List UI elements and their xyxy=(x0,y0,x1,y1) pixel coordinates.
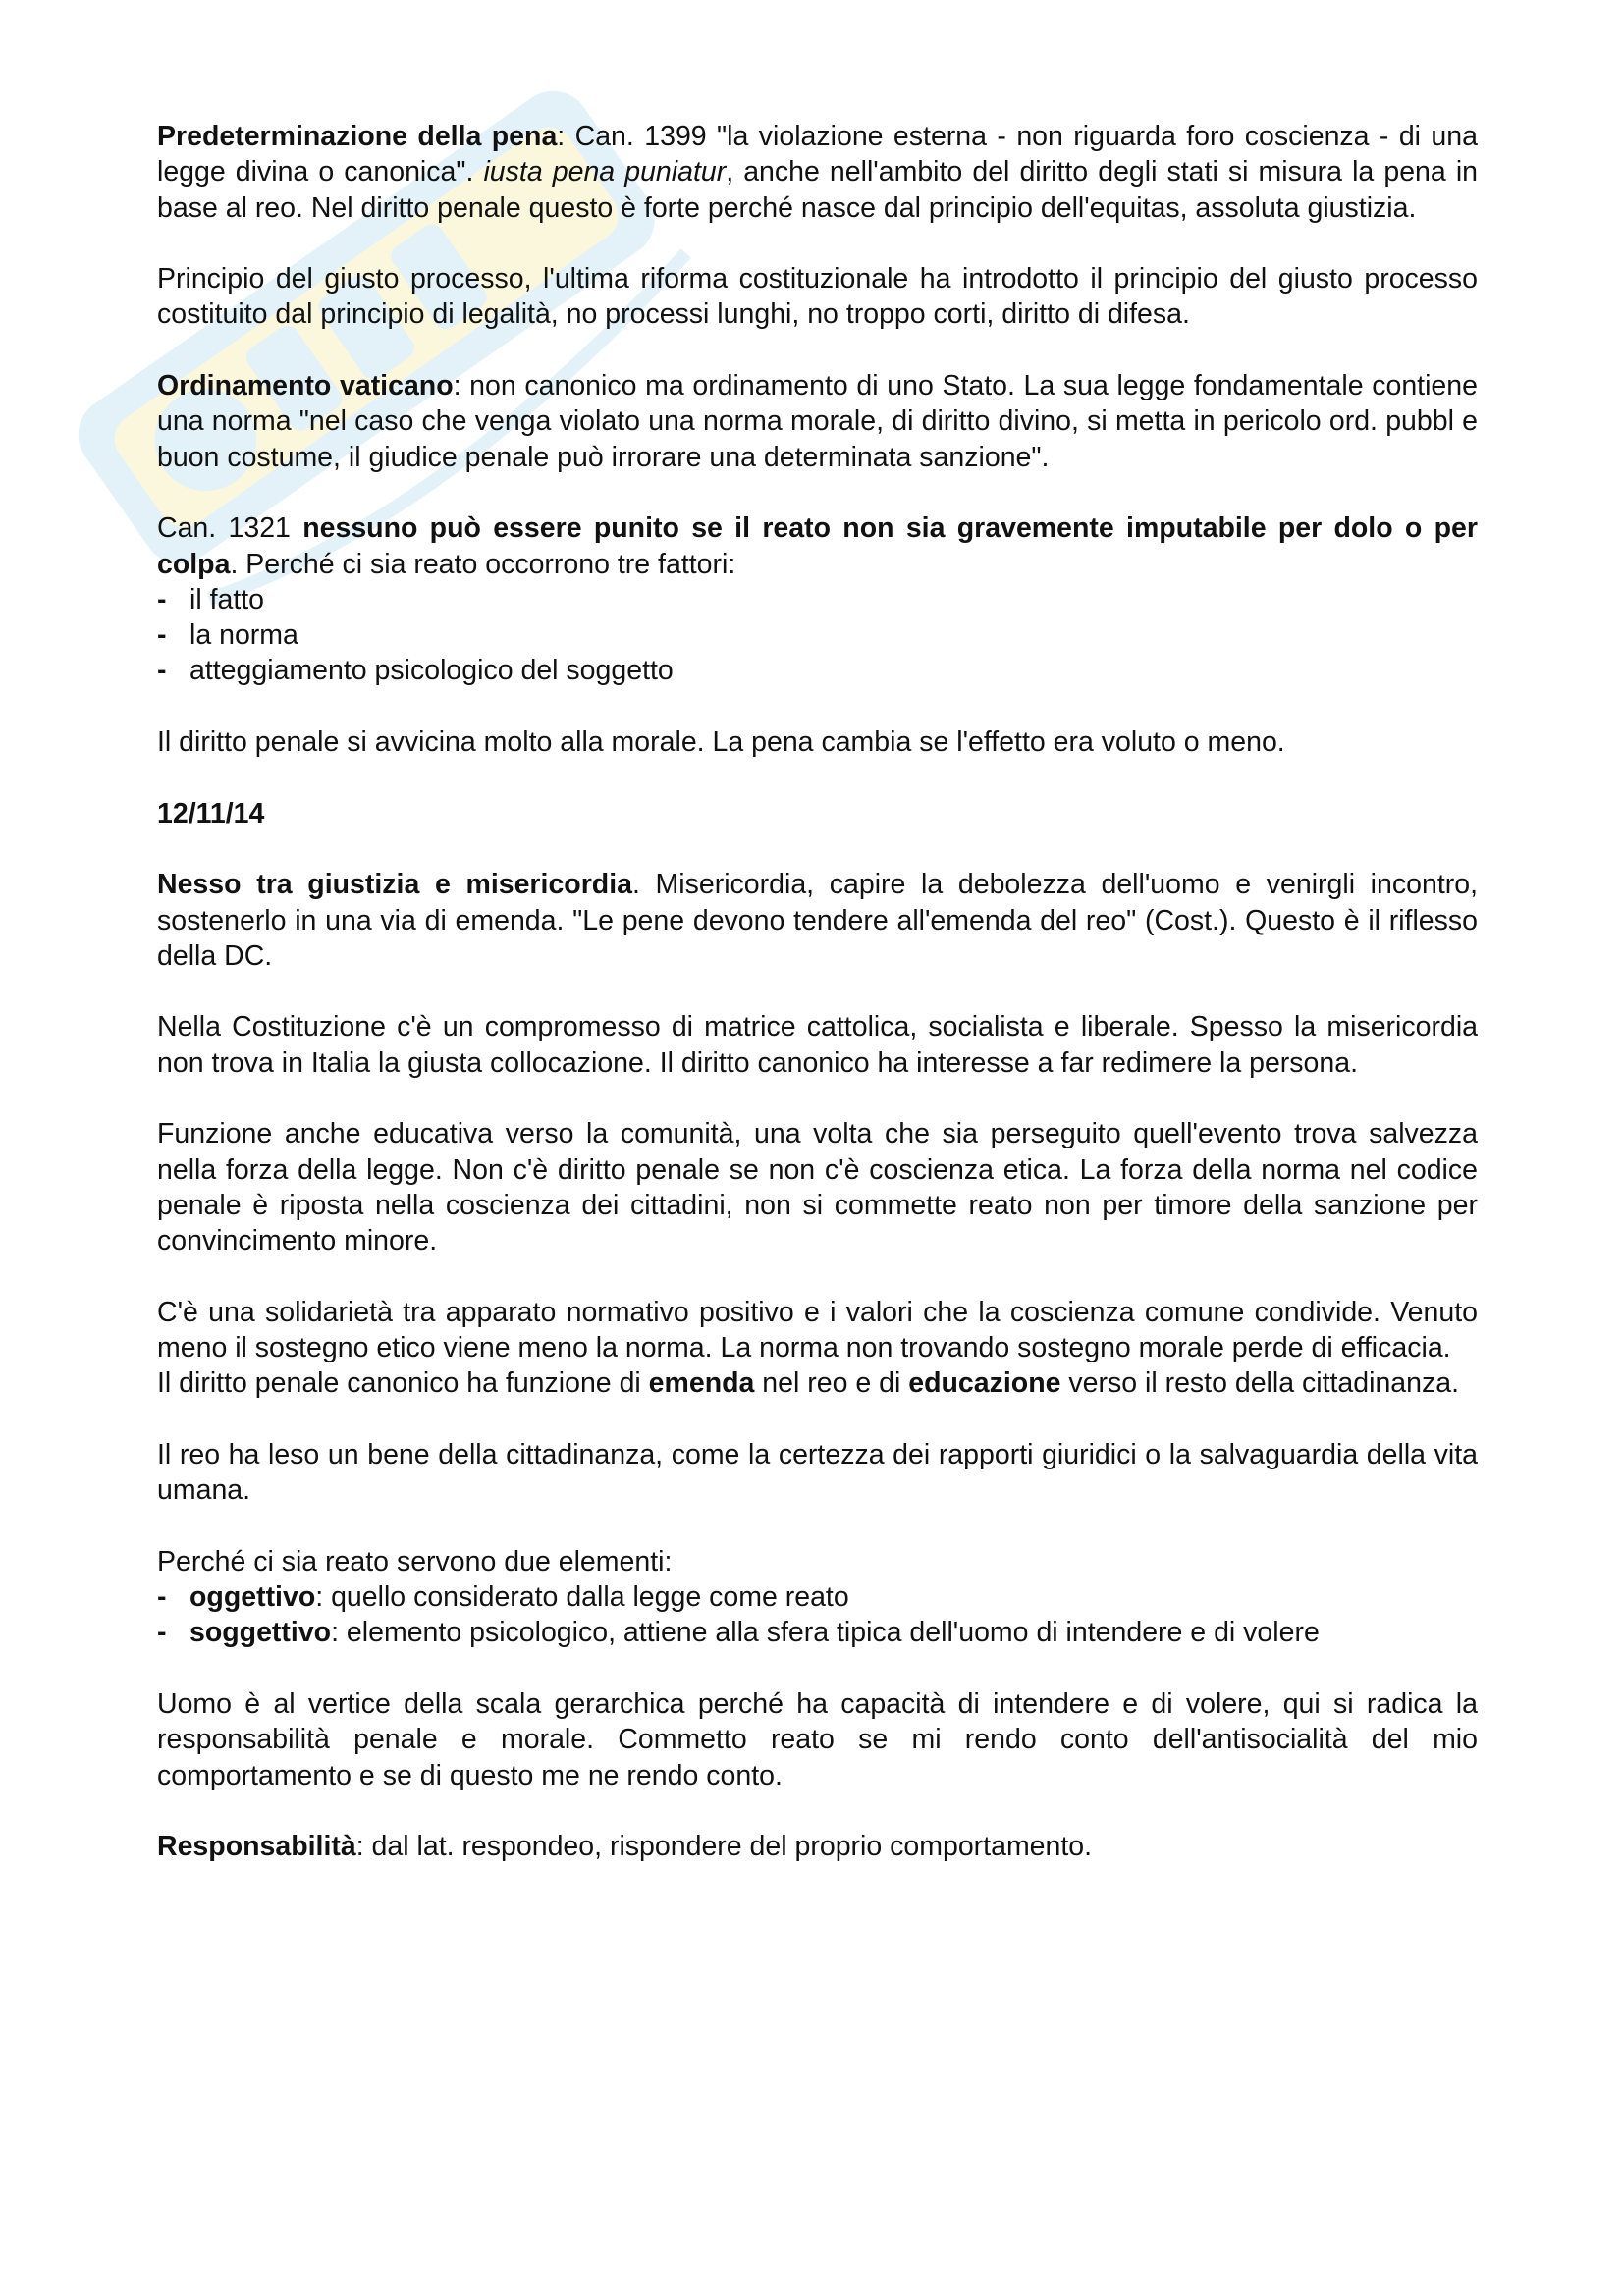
document-body xyxy=(157,119,1478,1865)
dash-bullet-icon: - xyxy=(157,655,167,687)
list-item xyxy=(157,582,1478,617)
paragraph-uomo-vertice: Uomo è al vertice della scala gerarchica perché ha capacità di intendere e di volere, qui si radica la responsabilità penale e morale. Commetto reato se mi rendo conto dell'antisocialità del mio comportamento e se di questo me ne rendo conto. xyxy=(157,1688,1478,1791)
paragraph-misericordia xyxy=(157,867,1478,974)
list-item-text: atteggiamento psicologico del soggetto xyxy=(189,655,674,687)
paragraph-predeterminazione xyxy=(157,119,1478,226)
paragraph-text: verso il resto della cittadinanza. xyxy=(1060,1367,1460,1400)
list-item-text: il fatto xyxy=(189,583,265,615)
list-item xyxy=(157,653,1478,688)
paragraph-responsabilita xyxy=(157,1829,1478,1864)
list-item-text: : elemento psicologico, attiene alla sfera tipica dell'uomo di intendere e di volere xyxy=(331,1617,1320,1649)
list-item xyxy=(157,1579,1478,1615)
dash-bullet-icon: - xyxy=(157,1581,167,1614)
dash-bullet-icon: - xyxy=(157,583,167,615)
paragraph-bene-leso: Il reo ha leso un bene della cittadinanza, come la certezza dei rapporti giuridici o la salvaguardia della vita umana. xyxy=(157,1438,1478,1507)
emphasis-text: nessuno può essere punito se il reato non sia gravemente imputabile per dolo o per colpa xyxy=(157,512,1478,580)
list-item-term: oggettivo xyxy=(189,1581,316,1614)
paragraph-text: : Can. 1399 "la violazione esterna - non riguarda foro coscienza - di una legge divina o canonica". xyxy=(157,121,1478,188)
list-item-text: : quello considerato dalla legge come reato xyxy=(315,1581,849,1614)
paragraph-can-1321 xyxy=(157,510,1478,582)
paragraph-solidarieta: C'è una solidarietà tra apparato normativo positivo e i valori che la coscienza comune condivide. Venuto meno il sostegno etico viene meno la norma. La norma non trovando sostegno morale perde di efficacia. xyxy=(157,1296,1478,1364)
date-heading: 12/11/14 xyxy=(157,797,265,829)
term-heading: Responsabilità xyxy=(157,1831,356,1863)
paragraph-text: : dal lat. respondeo, rispondere del proprio comportamento. xyxy=(355,1831,1093,1863)
paragraph-emenda xyxy=(157,1365,1478,1401)
list-item-term: soggettivo xyxy=(189,1617,332,1649)
paragraph-costituzione: Nella Costituzione c'è un compromesso di matrice cattolica, socialista e liberale. Spesso la misericordia non trova in Italia la giusta collocazione. Il diritto canonico ha interesse a far redimere la persona. xyxy=(157,1011,1478,1079)
latin-phrase: iusta pena puniatur xyxy=(483,156,727,188)
paragraph-elementi: Perché ci sia reato servono due elementi: xyxy=(157,1545,673,1577)
list-item-text: la norma xyxy=(189,619,298,652)
paragraph-text: . Perché ci sia reato occorrono tre fattori: xyxy=(230,548,736,580)
paragraph-giusto-processo: Principio del giusto processo, l'ultima riforma costituzionale ha introdotto il principio del giusto processo costituito dal principio di legalità, no processi lunghi, no troppo corti, diritto di difesa. xyxy=(157,263,1478,331)
term-heading: Ordinamento vaticano xyxy=(157,370,454,402)
list-elementi xyxy=(157,1579,1478,1651)
emphasis-text: educazione xyxy=(908,1367,1061,1400)
term-heading: Nesso tra giustizia e misericordia xyxy=(157,869,632,901)
term-heading: Predeterminazione della pena xyxy=(157,121,558,152)
paragraph-text: Can. 1321 xyxy=(157,512,303,545)
list-item xyxy=(157,617,1478,653)
emphasis-text: emenda xyxy=(648,1367,755,1400)
dash-bullet-icon: - xyxy=(157,1617,167,1649)
list-item xyxy=(157,1615,1478,1650)
paragraph-text: . Misericordia, capire la debolezza dell'uomo e venirgli incontro, sostenerlo in una via di emenda. "Le pene devono tendere all'emenda del reo" (Cost.). Questo è il riflesso della DC. xyxy=(157,869,1478,972)
list-fattori xyxy=(157,582,1478,689)
paragraph-text: : non canonico ma ordinamento di uno Stato. La sua legge fondamentale contiene una norma "nel caso che venga violato una norma morale, di diritto divino, si metta in pericolo ord. pubbl e buon costume, il giudice penale può irrorare una determinata sanzione". xyxy=(157,370,1478,473)
paragraph-text: , anche nell'ambito del diritto degli stati si misura la pena in base al reo. Nel diritto penale questo è forte perché nasce dal principio dell'equitas, assoluta giustizia. xyxy=(157,156,1479,224)
paragraph-morale: Il diritto penale si avvicina molto alla morale. La pena cambia se l'effetto era voluto o meno. xyxy=(157,726,1285,759)
paragraph-ordinamento-vaticano xyxy=(157,368,1478,475)
paragraph-text: nel reo e di xyxy=(754,1367,909,1400)
dash-bullet-icon: - xyxy=(157,619,167,652)
paragraph-funzione-educativa: Funzione anche educativa verso la comunità, una volta che sia perseguito quell'evento trova salvezza nella forza della legge. Non c'è diritto penale se non c'è coscienza etica. La forza della norma nel codice penale è riposta nella coscienza dei cittadini, non si commette reato non per timore della sanzione per convincimento minore. xyxy=(157,1118,1478,1257)
paragraph-text: Il diritto penale canonico ha funzione di xyxy=(157,1367,649,1400)
